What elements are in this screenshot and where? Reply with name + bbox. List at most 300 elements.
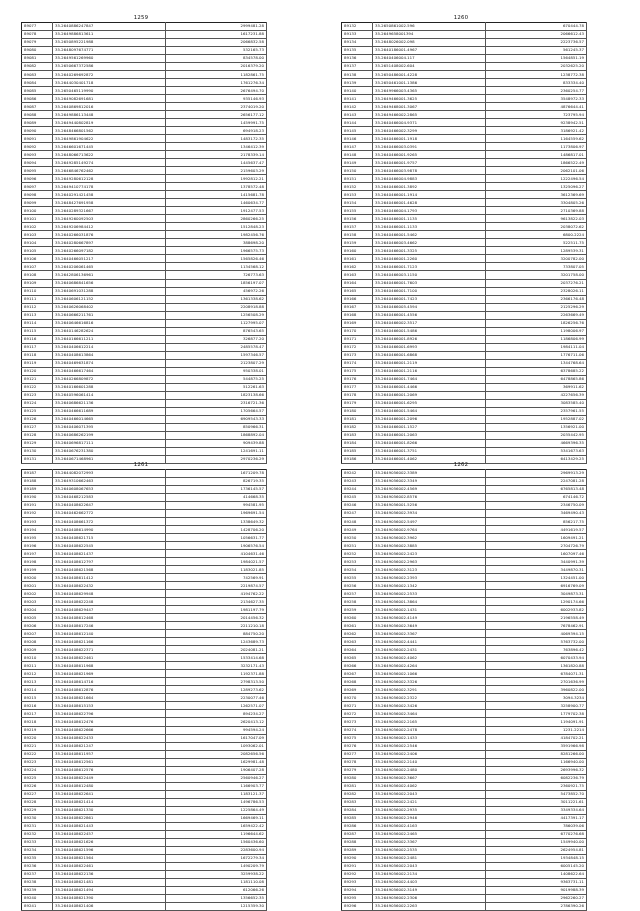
page-number: 1262 [453, 462, 469, 468]
coordinate-cell: 35.2640886247847 [53, 23, 166, 31]
table-row [22, 814, 267, 822]
table-row [22, 806, 267, 814]
table-row [22, 327, 267, 335]
table-row [22, 622, 267, 630]
amount-cell: 2786390.26 [486, 902, 587, 910]
coordinate-cell: 35.2650486001.4228 [373, 71, 486, 79]
table-row [22, 271, 267, 279]
row-id-cell: 89177 [342, 383, 373, 391]
amount-cell: 1134568.12 [166, 263, 267, 271]
amount-cell: 2360921.75 [486, 782, 587, 790]
row-id-cell: 89221 [22, 742, 53, 750]
amount-cell: 763896.42 [486, 646, 587, 654]
table-row [22, 287, 267, 295]
coordinate-cell: 35.2649056002.4569 [373, 486, 486, 494]
amount-cell: 1164559.62 [486, 135, 587, 143]
amount-cell: 1166940.00 [486, 758, 587, 766]
row-id-cell: 89183 [342, 431, 373, 439]
table-row [342, 534, 587, 542]
coordinate-cell: 35.2649056002.3123 [373, 566, 486, 574]
amount-cell: 2962260.27 [486, 894, 587, 902]
row-id-cell: 89165 [342, 287, 373, 295]
table-row [342, 502, 587, 510]
row-id-cell: 89232 [22, 830, 53, 838]
coordinate-cell: 35.2640691031288 [53, 287, 166, 295]
amount-cell: 2066832.58 [166, 39, 267, 47]
row-id-cell: 89203 [22, 598, 53, 606]
amount-cell: 935146.93 [166, 95, 267, 103]
table-row [22, 734, 267, 742]
row-id-cell: 89178 [342, 391, 373, 399]
row-id-cell: 89159 [342, 239, 373, 247]
coordinate-cell: 35.2640186001.4967 [373, 47, 486, 55]
row-id-cell: 89093 [22, 151, 53, 159]
amount-cell: 9363731.11 [486, 878, 587, 886]
row-id-cell: 89279 [342, 766, 373, 774]
coordinate-cell: 35.2649056002.2306 [373, 894, 486, 902]
table-row [22, 686, 267, 694]
amount-cell: 1981197.79 [166, 606, 267, 614]
table-row [22, 119, 267, 127]
coordinate-cell: 35.2640466001.9265 [373, 151, 486, 159]
amount-cell: 2196558.49 [486, 614, 587, 622]
table-row [22, 518, 267, 526]
coordinate-cell: 35.2649886813611 [53, 31, 166, 39]
table-row [22, 526, 267, 534]
amount-cell: 2704726.79 [486, 542, 587, 550]
row-id-cell: 89174 [342, 359, 373, 367]
amount-cell: 1166903.77 [166, 782, 267, 790]
table-row [22, 199, 267, 207]
coordinate-cell: 35.2640266031876 [53, 231, 166, 239]
coordinate-cell: 35.2640408622457 [53, 830, 166, 838]
table-row [342, 782, 587, 790]
amount-cell: 1192371.88 [166, 670, 267, 678]
coordinate-cell: 35.2649056002.4403 [373, 878, 486, 886]
table-row [342, 47, 587, 55]
row-id-cell: 89293 [342, 878, 373, 886]
table-row [342, 654, 587, 662]
coordinate-cell: 35.2640408621626 [53, 838, 166, 846]
amount-cell: 1324451.00 [486, 574, 587, 582]
table-row [22, 886, 267, 894]
row-id-cell: 89090 [22, 127, 53, 135]
table-row [342, 478, 587, 486]
coordinate-cell: 35.2649056002.2421 [373, 798, 486, 806]
table-row [22, 79, 267, 87]
coordinate-cell: 35.2649658001394 [373, 31, 486, 39]
table-row [342, 574, 587, 582]
row-id-cell: 89154 [342, 199, 373, 207]
row-id-cell: 89153 [342, 191, 373, 199]
row-id-cell: 89157 [342, 223, 373, 231]
amount-cell: 6800.2224 [486, 231, 587, 239]
coordinate-cell: 35.2640408611968 [53, 662, 166, 670]
amount-cell: 1617231.88 [166, 31, 267, 39]
coordinate-cell: 35.2640408629948 [53, 590, 166, 598]
amount-cell: 3349334.64 [486, 806, 587, 814]
table-row [342, 854, 587, 862]
table-row [22, 758, 267, 766]
amount-cell: 1866522.49 [486, 159, 587, 167]
coordinate-cell: 35.2649468001.3067 [373, 103, 486, 111]
coordinate-cell: 35.2640466001.1914 [373, 191, 486, 199]
coordinate-cell: 35.2640466004.1793 [373, 207, 486, 215]
table-row [342, 750, 587, 758]
coordinate-cell: 35.2649056002.4149 [373, 614, 486, 622]
coordinate-cell: 35.2640466003.0391 [373, 143, 486, 151]
row-id-cell: 89155 [342, 207, 373, 215]
table-page-3 [21, 462, 264, 911]
coordinate-cell: 35.2649056002.2481 [373, 854, 486, 862]
table-row [22, 423, 267, 431]
row-id-cell: 89166 [342, 295, 373, 303]
coordinate-cell: 35.2640408621437 [53, 550, 166, 558]
table-row [342, 758, 587, 766]
row-id-cell: 89103 [22, 231, 53, 239]
amount-cell: 994594.24 [166, 726, 267, 734]
amount-cell: 6082236.79 [486, 774, 587, 782]
amount-cell: 1198006.97 [486, 327, 587, 335]
amount-cell: 1231.2214 [486, 726, 587, 734]
table-row [22, 415, 267, 423]
amount-cell: 1984111.04 [486, 343, 587, 351]
table-row [342, 327, 587, 335]
amount-cell: 1486817.01 [486, 151, 587, 159]
row-id-cell: 89108 [22, 271, 53, 279]
table-row [22, 143, 267, 151]
table-row [22, 343, 267, 351]
amount-cell: 1093062.01 [166, 742, 267, 750]
amount-cell: 2999481.28 [166, 23, 267, 31]
coordinate-cell: 35.2640466001.8926 [373, 335, 486, 343]
coordinate-cell: 35.2649056002.2546 [373, 742, 486, 750]
row-id-cell: 89210 [22, 654, 53, 662]
coordinate-cell: 35.2640466005.4594 [373, 303, 486, 311]
coordinate-cell: 35.2649056002.3367 [373, 630, 486, 638]
coordinate-cell: 35.2640408611957 [53, 750, 166, 758]
coordinate-cell: 35.2640408622432 [53, 582, 166, 590]
table-row [22, 191, 267, 199]
coordinate-cell: 35.2649056002.2393 [373, 574, 486, 582]
coordinate-cell: 35.2640408621481 [53, 878, 166, 886]
coordinate-cell: 35.2640289321667 [53, 207, 166, 215]
row-id-cell: 89101 [22, 215, 53, 223]
amount-cell: 1182861.75 [166, 71, 267, 79]
amount-cell: 2016379.20 [166, 63, 267, 71]
table-row [22, 558, 267, 566]
table-row [342, 470, 587, 478]
amount-cell: 1912477.53 [166, 207, 267, 215]
amount-cell: 6378685.22 [486, 367, 587, 375]
table-row [22, 646, 267, 654]
row-id-cell: 89112 [22, 303, 53, 311]
amount-cell: 1256508.29 [166, 311, 267, 319]
coordinate-cell: 35.2640466001.6868 [373, 351, 486, 359]
row-id-cell: 89119 [22, 359, 53, 367]
amount-cell: 4227656.39 [486, 391, 587, 399]
row-id-cell: 89223 [22, 758, 53, 766]
coordinate-cell: 35.2640466001.8266 [373, 439, 486, 447]
row-id-cell: 89246 [342, 502, 373, 510]
table-row [342, 806, 587, 814]
table-row [342, 407, 587, 415]
amount-cell: 1607097.46 [486, 550, 587, 558]
amount-cell: 723795.94 [486, 111, 587, 119]
table-row [342, 518, 587, 526]
amount-cell: 726773.63 [166, 271, 267, 279]
coordinate-cell: 35.2640466001.1133 [373, 223, 486, 231]
coordinate-cell: 35.2649966003.4365 [373, 87, 486, 95]
amount-cell: 1992812.21 [166, 175, 267, 183]
table-row [22, 798, 267, 806]
amount-cell: 1127995.07 [166, 319, 267, 327]
amount-cell: 3612369.69 [486, 191, 587, 199]
coordinate-cell: 35.2640466611689 [53, 407, 166, 415]
amount-cell: 694918.23 [166, 127, 267, 135]
row-id-cell: 89161 [342, 255, 373, 263]
amount-cell: 4104631.46 [166, 550, 267, 558]
table-row [22, 846, 267, 854]
table-row [342, 39, 587, 47]
row-id-cell: 89259 [342, 606, 373, 614]
amount-cell: 2032625.20 [486, 63, 587, 71]
amount-cell: 456972.26 [166, 287, 267, 295]
coordinate-cell: 35.2640166611211 [53, 335, 166, 343]
table-row [342, 734, 587, 742]
row-id-cell: 89114 [22, 319, 53, 327]
table-row [342, 399, 587, 407]
amount-cell: 6784071.31 [486, 670, 587, 678]
amount-cell: 834578.00 [166, 55, 267, 63]
table-row [22, 175, 267, 183]
amount-cell: 3201758.00 [486, 271, 587, 279]
amount-cell: 1290174.66 [486, 598, 587, 606]
coordinate-cell: 35.2649056002.3149 [373, 886, 486, 894]
row-id-cell: 89152 [342, 183, 373, 191]
coordinate-cell: 35.2649082691681 [53, 95, 166, 103]
coordinate-cell: 35.2649056002.3326 [373, 678, 486, 686]
table-row [22, 638, 267, 646]
amount-cell: 2219874.57 [166, 582, 267, 590]
row-id-cell: 89295 [342, 894, 373, 902]
amount-cell: 1565826.46 [166, 255, 267, 263]
amount-cell: 1222496.54 [486, 175, 587, 183]
coordinate-cell: 35.2649466001.3625 [373, 95, 486, 103]
row-id-cell: 89288 [342, 838, 373, 846]
amount-cell: 1823138.66 [166, 391, 267, 399]
amount-cell: 544875.25 [166, 375, 267, 383]
table-row [22, 574, 267, 582]
table-row [22, 135, 267, 143]
coordinate-cell: 35.2640408613864 [53, 351, 166, 359]
table-row [22, 231, 267, 239]
amount-cell: 2014456.32 [166, 614, 267, 622]
row-id-cell: 89199 [22, 566, 53, 574]
amount-cell: 3304805.26 [486, 199, 587, 207]
table-row [342, 710, 587, 718]
table-row [22, 391, 267, 399]
amount-cell: 1225864.49 [166, 806, 267, 814]
coordinate-cell: 35.2648466801562 [53, 127, 166, 135]
amount-cell: 1428706.20 [166, 526, 267, 534]
table-row [342, 247, 587, 255]
amount-cell: 2328026.11 [486, 287, 587, 295]
table-row [22, 510, 267, 518]
coordinate-cell: 35.2640466001.2119 [373, 359, 486, 367]
table-row [22, 566, 267, 574]
table-row [22, 774, 267, 782]
row-id-cell: 89202 [22, 590, 53, 598]
amount-cell: 1779702.38 [486, 710, 587, 718]
coordinate-cell: 35.2640408612876 [53, 686, 166, 694]
coordinate-cell: 35.2640466001.3892 [373, 183, 486, 191]
row-id-cell: 89173 [342, 351, 373, 359]
amount-cell: 1564851.19 [486, 55, 587, 63]
table-row [22, 486, 267, 494]
coordinate-cell: 35.2649056002.4062 [373, 782, 486, 790]
coordinate-cell: 35.2649056002.3367 [373, 838, 486, 846]
table-row [342, 79, 587, 87]
row-id-cell: 89081 [22, 55, 53, 63]
row-id-cell: 89160 [342, 247, 373, 255]
coordinate-cell: 35.2640408621715 [53, 534, 166, 542]
row-id-cell: 89216 [22, 702, 53, 710]
table-row [342, 494, 587, 502]
coordinate-cell: 35.2642806136961 [53, 271, 166, 279]
table-row [342, 702, 587, 710]
table-row [342, 718, 587, 726]
table-row [342, 431, 587, 439]
row-id-cell: 89213 [22, 678, 53, 686]
amount-cell: 3186921.42 [486, 127, 587, 135]
amount-cell: 512261.63 [166, 383, 267, 391]
data-table [341, 469, 587, 911]
amount-cell: 884750.20 [166, 630, 267, 638]
amount-cell: 1344768.64 [486, 359, 587, 367]
amount-cell: 2374019.20 [166, 103, 267, 111]
row-id-cell: 89245 [342, 494, 373, 502]
amount-cell: 2211210.18 [166, 622, 267, 630]
row-id-cell: 89164 [342, 279, 373, 287]
table-row [22, 335, 267, 343]
amount-cell: 3548972.33 [486, 95, 587, 103]
amount-cell: 1361820.88 [486, 662, 587, 670]
row-id-cell: 89125 [22, 407, 53, 415]
coordinate-cell: 35.2649280612128 [53, 175, 166, 183]
coordinate-cell: 35.2640408661372 [53, 518, 166, 526]
table-row [342, 447, 587, 455]
row-id-cell: 89131 [22, 455, 53, 463]
amount-cell: 2969913.29 [486, 470, 587, 478]
coordinate-cell: 35.2640408622647 [53, 502, 166, 510]
amount-cell: 6770276.68 [486, 830, 587, 838]
table-row [342, 510, 587, 518]
row-id-cell: 89219 [22, 726, 53, 734]
coordinate-cell: 35.2649056002.2963 [373, 558, 486, 566]
amount-cell: 1241691.11 [166, 447, 267, 455]
row-id-cell: 89263 [342, 638, 373, 646]
coordinate-cell: 35.2640466001.4062 [373, 455, 486, 463]
table-row [22, 494, 267, 502]
amount-cell: 1629981.48 [166, 758, 267, 766]
row-id-cell: 89291 [342, 862, 373, 870]
row-id-cell: 89257 [342, 590, 373, 598]
amount-cell: 1378572.48 [166, 183, 267, 191]
row-id-cell: 89191 [22, 502, 53, 510]
amount-cell: 6478865.86 [486, 375, 587, 383]
row-id-cell: 89170 [342, 327, 373, 335]
row-id-cell: 89147 [342, 143, 373, 151]
row-id-cell: 89094 [22, 159, 53, 167]
coordinate-cell: 35.2649466002.2865 [373, 111, 486, 119]
row-id-cell: 89244 [342, 486, 373, 494]
table-row [22, 39, 267, 47]
row-id-cell: 89128 [22, 431, 53, 439]
row-id-cell: 89238 [22, 878, 53, 886]
amount-cell: 850966.31 [166, 423, 267, 431]
table-row [22, 822, 267, 830]
table-row [22, 726, 267, 734]
table-row [22, 239, 267, 247]
row-id-cell: 89079 [22, 39, 53, 47]
table-row [342, 63, 587, 71]
table-row [342, 870, 587, 878]
coordinate-cell: 35.2640466001.7123 [373, 263, 486, 271]
amount-cell: 6005145.20 [486, 862, 587, 870]
table-row [342, 423, 587, 431]
coordinate-cell: 35.2640408621414 [53, 798, 166, 806]
coordinate-cell: 35.2640266097182 [53, 247, 166, 255]
table-row [22, 23, 267, 31]
coordinate-cell: 35.2640696817111 [53, 439, 166, 447]
row-id-cell: 89144 [342, 119, 373, 127]
amount-cell: 532165.73 [166, 47, 267, 55]
row-id-cell: 89195 [22, 534, 53, 542]
table-row [22, 542, 267, 550]
coordinate-cell: 35.2649310662463 [53, 478, 166, 486]
amount-cell: 2485578.47 [166, 343, 267, 351]
coordinate-cell: 35.2649056002.4163 [373, 822, 486, 830]
amount-cell: 1659422.42 [166, 822, 267, 830]
amount-cell: 1826256.76 [486, 319, 587, 327]
amount-cell: 1952887.02 [486, 415, 587, 423]
coordinate-cell: 35.2640686262199 [53, 431, 166, 439]
table-row [342, 598, 587, 606]
amount-cell: 4194762.22 [166, 590, 267, 598]
amount-cell: 1289539.31 [486, 247, 587, 255]
coordinate-cell: 35.2640408629447 [53, 606, 166, 614]
table-row [22, 862, 267, 870]
coordinate-cell: 35.2650461001.1386 [373, 79, 486, 87]
table-row [22, 678, 267, 686]
coordinate-cell: 35.2640466617464 [53, 367, 166, 375]
table-row [22, 598, 267, 606]
table-row [342, 343, 587, 351]
row-id-cell: 89111 [22, 295, 53, 303]
coordinate-cell: 35.2649056002.1433 [373, 734, 486, 742]
table-row [342, 646, 587, 654]
amount-cell: 1361338.62 [166, 295, 267, 303]
row-id-cell: 89099 [22, 199, 53, 207]
row-id-cell: 89096 [22, 175, 53, 183]
row-id-cell: 89077 [22, 23, 53, 31]
table-row [342, 183, 587, 191]
coordinate-cell: 35.2649410774178 [53, 183, 166, 191]
amount-cell: 894234.27 [166, 710, 267, 718]
coordinate-cell: 35.2640666211761 [53, 311, 166, 319]
coordinate-cell: 35.2649056002.1066 [373, 670, 486, 678]
